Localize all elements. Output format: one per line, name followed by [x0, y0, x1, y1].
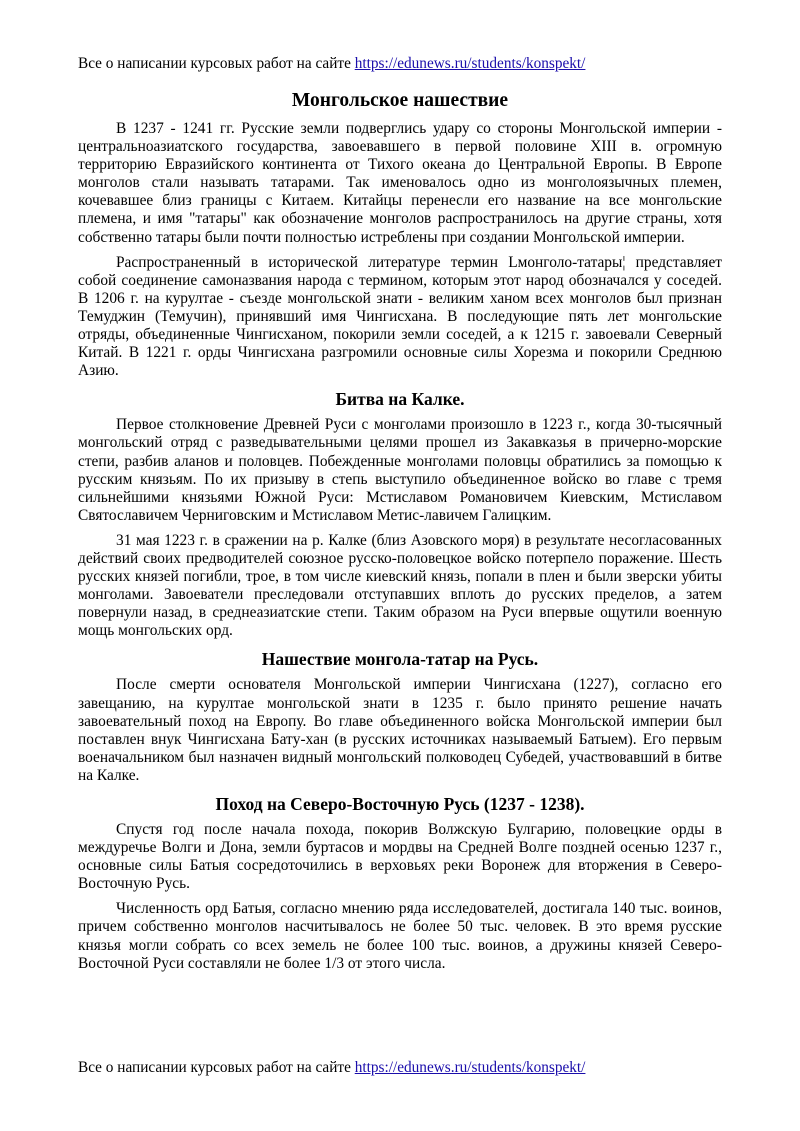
- footer-text: Все о написании курсовых работ на сайте: [78, 1059, 355, 1076]
- section-heading: Поход на Северо-Восточную Русь (1237 - 1238).: [215, 794, 585, 814]
- paragraph: В 1237 - 1241 гг. Русские земли подверглись удару со стороны Монгольской империи - центральноазиатского государства, завоевавшего в первой половине XIII в. огромную территорию Евразийского континента от Тихого океана до Центральной Европы. В Европе монголов стали называть татарами. Так именовалось одно из монголоязычных племен, кочевавшее близ границы с Китаем. Китайцы перенесли его название на все монгольские племена, и имя "татары" как обозначение монголов распространилось на другие страны, хотя собственно татары были почти полностью истреблены при создании Монгольской империи.: [78, 120, 722, 246]
- document-title: Монгольское нашествие: [291, 90, 509, 111]
- page-header: [78, 55, 585, 73]
- section-heading: Битва на Калке.: [335, 389, 465, 410]
- paragraph: Спустя год после начала похода, покорив Волжскую Булгарию, половецкие орды в междуречье Волги и Дона, земли буртасов и мордвы на Средней Волге поздней осенью 1237 г., основные силы Батыя сосредоточились в верховьях реки Воронеж для вторжения в Северо-Восточную Русь.: [78, 821, 722, 893]
- footer-link[interactable]: https://edunews.ru/students/konspekt/: [354, 1059, 586, 1076]
- paragraph: Численность орд Батыя, согласно мнению ряда исследователей, достигала 140 тыс. воинов, причем собственно монголов насчитывалось не более 50 тыс. человек. В это время русские князья могли собрать со всех земель не более 100 тыс. воинов, а дружины князей Северо-Восточной Руси составляли не более 1/3 от этого числа.: [78, 900, 722, 972]
- paragraph: После смерти основателя Монгольской империи Чингисхана (1227), согласно его завещанию, на курултае монгольской знати в 1235 г. было принято решение начать завоевательный поход на Европу. Во главе объединенного войска Монгольской империи был поставлен внук Чингисхана Батy-хан (в русских источниках называемый Батыем). Его первым военачальником был назначен видный монгольский полководец Субедей, участвовавший в битве на Калке.: [78, 676, 722, 784]
- header-link[interactable]: https://edunews.ru/students/konspekt/: [354, 55, 586, 72]
- document-body: [78, 88, 722, 980]
- sections-container: [78, 120, 722, 973]
- paragraph: Распространенный в исторической литературе термин Lмонголо-татары¦ представляет собой соединение самоназвания народа с термином, которым этот народ обозначался у соседей. В 1206 г. на курултае - съезде монгольской знати - великим ханом всех монголов был признан Темуджин (Темучин), принявший имя Чингисхана. В последующие пять лет монгольские отряды, объединенные Чингисханом, покорили земли соседей, а к 1215 г. завоевали Северный Китай. В 1221 г. орды Чингисхана разгромили основные силы Хорезма и покорили Среднюю Азию.: [78, 253, 722, 380]
- paragraph: Первое столкновение Древней Руси с монголами произошло в 1223 г., когда 30-тысячный монгольский отряд с разведывательными целями прошел из Закавказья в причерно-морские степи, разбив аланов и половцев. Побежденные монголами половцы обратились за помощью к русским князьям. По их призыву в степь выступило объединенное войско во главе с тремя сильнейшими князьями Южной Руси: Мстиславом Романовичем Киевским, Мстиславом Святославичем Черниговским и Мстиславом Метис-лавичем Галицким.: [78, 416, 722, 524]
- paragraph: 31 мая 1223 г. в сражении на р. Калке (близ Азовского моря) в результате несогласованных действий своих предводителей союзное русско-половецкое войско потерпело поражение. Шесть русских князей погибли, трое, в том числе киевский князь, попали в плен и были зверски убиты монголами. Завоеватели преследовали отступавших вплоть до русских пределов, а затем повернули назад, в среднеазиатские степи. Таким образом на Руси впервые ощутили военную мощь монгольских орд.: [78, 531, 722, 640]
- header-text: Все о написании курсовых работ на сайте: [78, 55, 355, 72]
- page-footer: [78, 1059, 585, 1077]
- section-heading: Нашествие монгола-татар на Русь.: [261, 649, 539, 670]
